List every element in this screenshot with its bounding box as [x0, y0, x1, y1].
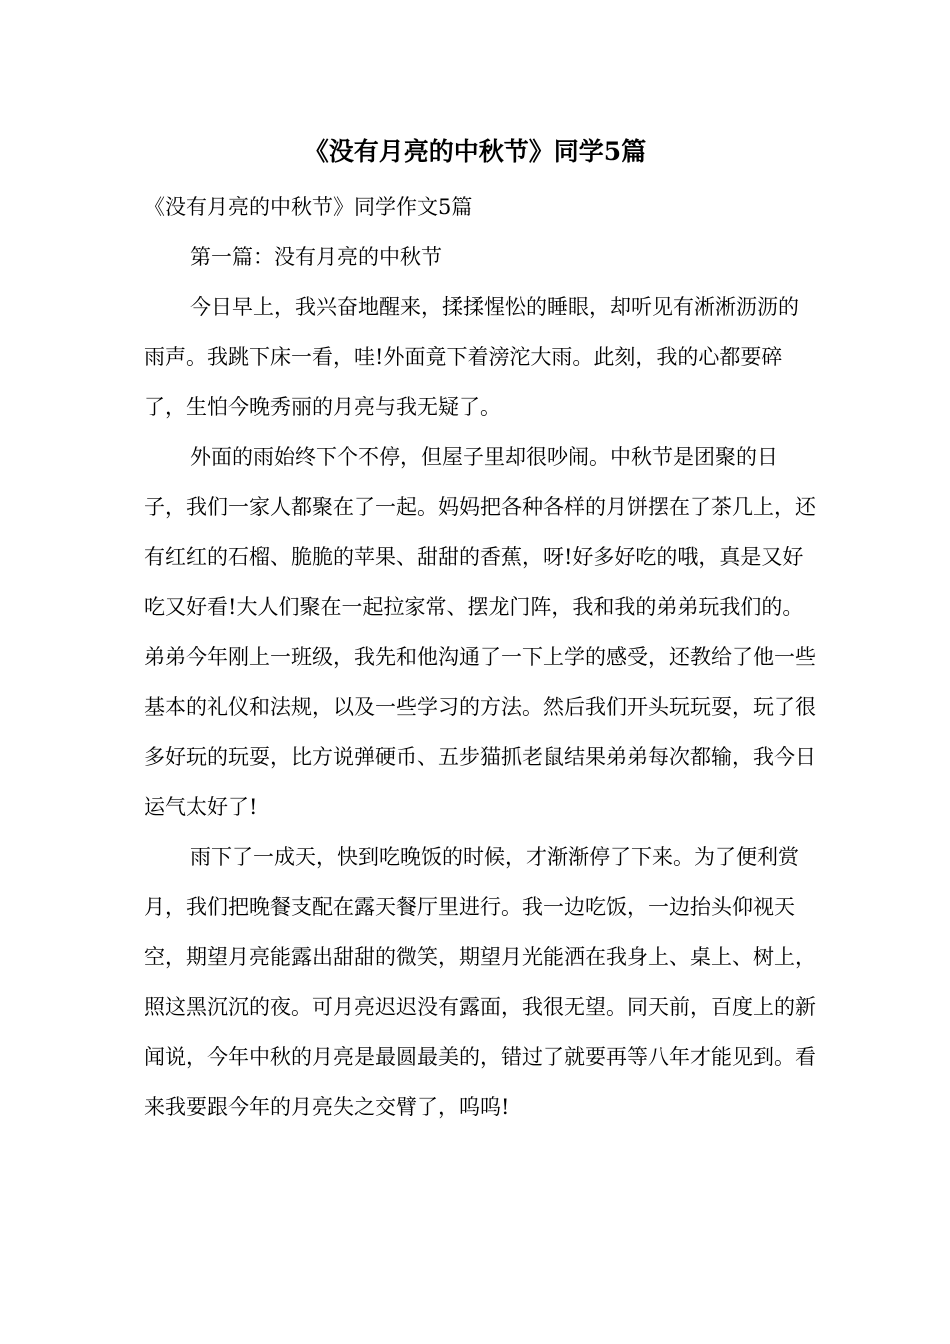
section-heading: 第一篇：没有月亮的中秋节: [190, 245, 442, 269]
document-subtitle: 《没有月亮的中秋节》同学作文5篇: [144, 195, 473, 219]
paragraph-2: 外面的雨始终下个不停，但屋子里却很吵闹。中秋节是团聚的日子，我们一家人都聚在了一起。妈妈把各种各样的月饼摆在了茶几上，还有红红的石榴、脆脆的苹果、甜甜的香蕉，呀!好多好吃的哦，真是又好吃又好看!大人们聚在一起拉家常、摆龙门阵，我和我的弟弟玩我们的。弟弟今年刚上一班级，我先和他沟通了一下上学的感受，还教给了他一些基本的礼仪和法规，以及一些学习的方法。然后我们开头玩玩耍，玩了很多好玩的玩耍，比方说弹硬币、五步猫抓老鼠结果弟弟每次都输，我今日运气太好了!: [144, 445, 816, 819]
paragraph-1: 今日早上，我兴奋地醒来，揉揉惺忪的睡眼，却听见有淅淅沥沥的雨声。我跳下床一看，哇!外面竟下着滂沱大雨。此刻，我的心都要碎了，生怕今晚秀丽的月亮与我无疑了。: [144, 295, 799, 419]
document-body: [144, 182, 816, 1132]
document-title: 《没有月亮的中秋节》同学5篇: [303, 137, 647, 166]
paragraph-3: 雨下了一成天，快到吃晚饭的时候，才渐渐停了下来。为了便利赏月，我们把晚餐支配在露天餐厅里进行。我一边吃饭，一边抬头仰视天空，期望月亮能露出甜甜的微笑，期望月光能洒在我身上、桌上、树上，照这黑沉沉的夜。可月亮迟迟没有露面，我很无望。同天前，百度上的新闻说，今年中秋的月亮是最圆最美的，错过了就要再等八年才能见到。看来我要跟今年的月亮失之交臂了，呜呜!: [144, 845, 816, 1119]
